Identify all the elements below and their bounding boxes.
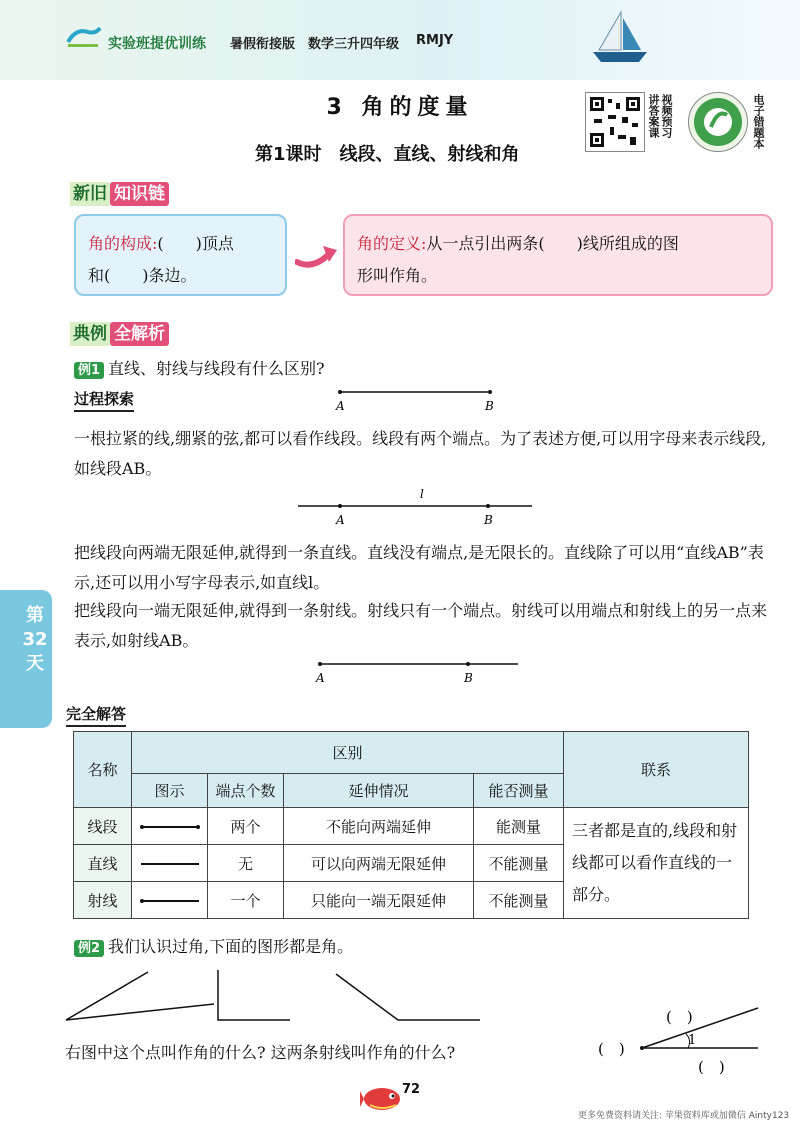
- example2-text: 我们认识过角,下面的图形都是角。: [108, 937, 354, 956]
- definition-text-2: 形叫作角。: [357, 266, 438, 285]
- row-name: 射线: [74, 882, 132, 919]
- labeled-angle-figure: [596, 1000, 766, 1080]
- row-extend: 不能向两端延伸: [284, 808, 474, 845]
- example1-question: [74, 356, 325, 379]
- label-l: l: [420, 487, 424, 501]
- process-heading: 过程探索: [74, 388, 134, 412]
- paragraph-ray: 把线段向一端无限延伸,就得到一条射线。射线只有一个端点。射线可以用端点和射线上的另一点来表示,如射线AB。: [74, 601, 768, 650]
- header-relation: 联系: [564, 732, 749, 808]
- row-ends: 一个: [208, 882, 284, 919]
- angle-2: [218, 970, 290, 1020]
- composition-blank-1: ( )顶点: [157, 234, 234, 253]
- row-extend: 只能向一端无限延伸: [284, 882, 474, 919]
- label-a: A: [336, 399, 345, 413]
- segment-figure: [330, 384, 500, 414]
- qr-code-icon[interactable]: [585, 92, 645, 152]
- composition-blank-2: 和( )条边。: [88, 266, 197, 285]
- line-diagram-icon: [132, 845, 208, 882]
- badge-part2: 全解析: [110, 322, 169, 346]
- table-row: [74, 808, 749, 845]
- row-measure: 不能测量: [474, 845, 564, 882]
- qr-code-round-icon[interactable]: [688, 92, 748, 152]
- header-difference: 区别: [132, 732, 564, 774]
- badge-part1: 典例: [70, 322, 110, 346]
- chapter-title: 3 角的度量: [326, 95, 474, 120]
- header-measurable: 能否测量: [474, 774, 564, 808]
- comparison-table: [73, 731, 749, 919]
- label-a: A: [336, 513, 345, 527]
- row-name: 直线: [74, 845, 132, 882]
- composition-label: 角的构成:: [88, 234, 158, 253]
- day-suffix: 天: [26, 653, 44, 674]
- row-measure: 不能测量: [474, 882, 564, 919]
- qr-label-error-book: 电子错题本: [752, 94, 765, 149]
- ray-blank-top: ( ): [666, 1008, 693, 1026]
- knowledge-box-composition: [74, 214, 287, 296]
- example1-question-text: 直线、射线与线段有什么区别?: [108, 359, 325, 378]
- example2-intro: [74, 934, 353, 957]
- section-knowledge-badge: [64, 177, 175, 206]
- row-ends: 两个: [208, 808, 284, 845]
- example1-tag: 例1: [74, 362, 104, 379]
- answer-heading: 完全解答: [66, 703, 126, 727]
- ray-figure: [312, 656, 522, 686]
- series-name: 实验班提优训练: [108, 36, 206, 52]
- knowledge-box-definition: [343, 214, 773, 296]
- series-logo-icon: [66, 24, 102, 50]
- grade: 数学三升四年级: [308, 37, 400, 52]
- vertex-blank: ( ): [598, 1040, 625, 1058]
- ray-blank-bottom: ( ): [698, 1058, 725, 1076]
- header-extension: 延伸情况: [284, 774, 474, 808]
- header-endpoints: 端点个数: [208, 774, 284, 808]
- definition-label: 角的定义:: [357, 234, 427, 253]
- label-b: B: [484, 513, 493, 527]
- lesson-title: 第1课时 线段、直线、射线和角: [255, 144, 520, 165]
- row-name: 线段: [74, 808, 132, 845]
- qr-label-video: 视频预习 讲答案课: [647, 94, 673, 138]
- row-ends: 无: [208, 845, 284, 882]
- publisher: RMJY: [416, 33, 454, 48]
- definition-text-1: 从一点引出两条( )线所组成的图: [426, 234, 679, 253]
- sailboat-icon: [585, 8, 655, 68]
- row-extend: 可以向两端无限延伸: [284, 845, 474, 882]
- day-number: 32: [22, 629, 48, 650]
- example2-tag: 例2: [74, 940, 104, 957]
- header-name: 名称: [74, 732, 132, 808]
- angle-3: [336, 974, 480, 1020]
- segment-diagram-icon: [132, 808, 208, 845]
- paragraph-segment: 一根拉紧的线,绷紧的弦,都可以看作线段。线段有两个端点。为了表述方便,可以用字母来表示线段,如线段AB。: [74, 429, 767, 478]
- badge-part1: 新旧: [70, 182, 110, 206]
- ray-diagram-icon: [132, 882, 208, 919]
- paragraph-line: 把线段向两端无限延伸,就得到一条直线。直线没有端点,是无限长的。直线除了可以用“直线AB”表示,还可以用小写字母表示,如直线l。: [74, 543, 764, 592]
- header-diagram: 图示: [132, 774, 208, 808]
- label-b: B: [464, 671, 473, 685]
- page-number: 72: [402, 1082, 421, 1097]
- day-prefix: 第: [26, 605, 44, 626]
- row-measure: 能测量: [474, 808, 564, 845]
- example2-question: 右图中这个点叫作角的什么? 这两条射线叫作角的什么?: [65, 1043, 456, 1062]
- fish-mascot-icon: [360, 1075, 404, 1115]
- angle-mark: 1: [688, 1033, 697, 1048]
- footer-note: 更多免费资料请关注: 苹果资料库或加微信 Ainty123: [578, 1111, 790, 1121]
- badge-part2: 知识链: [110, 182, 169, 206]
- arrow-right-icon: [295, 240, 339, 270]
- line-figure: [296, 484, 536, 528]
- edition: 暑假衔接版: [230, 37, 296, 52]
- angle-figures: [64, 968, 484, 1028]
- day-label: [20, 604, 50, 676]
- label-b: B: [485, 399, 494, 413]
- page-header: [0, 0, 800, 80]
- relation-text: 三者都是直的,线段和射线都可以看作直线的一部分。: [564, 808, 749, 919]
- section-examples-badge: [64, 317, 175, 346]
- label-a: A: [316, 671, 325, 685]
